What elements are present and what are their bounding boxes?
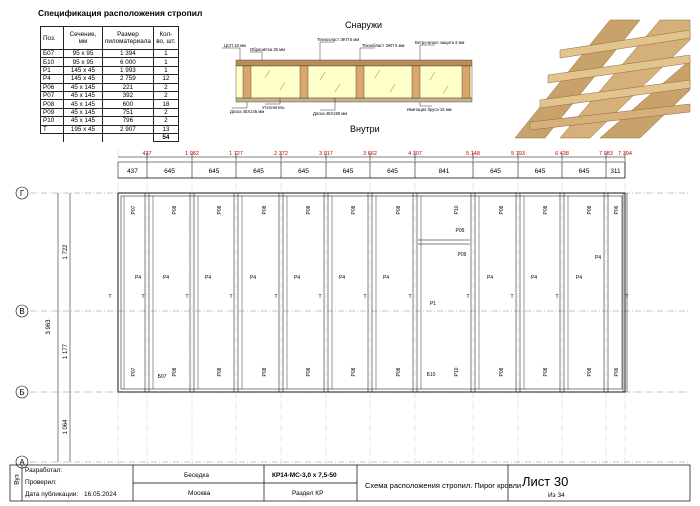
dim-cumulative: 3 017 — [319, 151, 333, 157]
pub-date-label: Дата публикации: — [25, 491, 79, 498]
layer-board145: Доска 45Х145 мм — [230, 109, 265, 114]
spec-pos: Р07 — [41, 91, 64, 99]
axis-label: Б — [19, 388, 25, 397]
dim-segment: 645 — [208, 168, 220, 175]
member-label: Р4 — [249, 275, 257, 281]
spec-section: 45 х 145 — [64, 117, 103, 125]
member-label: Р06 — [614, 205, 620, 215]
spec-pos: Т — [41, 125, 64, 133]
project-code: КР14-МС-3,0 х 7,5-50 — [272, 472, 337, 479]
member-label: Р08 — [499, 205, 505, 215]
layer-membrane2: Технобласт ЭКП 5 мм — [362, 43, 405, 48]
member-label: Т — [185, 294, 189, 300]
spec-size: 1 993 — [103, 66, 154, 74]
dim-segment: 645 — [534, 168, 546, 175]
rafter-plan — [16, 150, 690, 468]
member-label: Р4 — [338, 275, 346, 281]
dim-segment: 841 — [438, 168, 450, 175]
dim-cumulative: 1 082 — [185, 151, 199, 157]
vdim-value: 1 177 — [63, 343, 69, 360]
dim-cumulative: 7 394 — [618, 151, 632, 157]
spec-size: 600 — [103, 100, 154, 108]
member-label: Р08 — [306, 367, 312, 377]
dim-segment: 645 — [298, 168, 309, 175]
member-label: Т — [229, 294, 233, 300]
member-label: Б07 — [157, 374, 167, 380]
spec-total: 54 — [153, 133, 178, 141]
spec-qty: 13 — [153, 125, 178, 133]
member-label: Р08 — [217, 205, 223, 215]
member-label: Р4 — [204, 275, 212, 281]
dim-box-seg — [118, 162, 625, 178]
member-label: Р10 — [454, 367, 460, 377]
roof-section — [222, 37, 472, 116]
spec-qty: 2 — [153, 83, 178, 91]
member-label: Р4 — [530, 275, 538, 281]
layer-imitation: Имитация бруса 16 мм — [407, 107, 452, 112]
spec-size: 796 — [103, 117, 154, 125]
dim-cumulative: 4 307 — [408, 151, 422, 157]
spec-qty: 2 — [153, 91, 178, 99]
spec-section: 45 х 145 — [64, 100, 103, 108]
spec-size: 751 — [103, 108, 154, 116]
spec-size: 2 759 — [103, 75, 154, 83]
dim-segment: 645 — [253, 168, 264, 175]
sheet-total: Из 34 — [548, 492, 565, 499]
member-label: Т — [141, 294, 145, 300]
dim-cumulative: 6 438 — [555, 151, 569, 157]
spec-qty: 2 — [153, 117, 178, 125]
dim-segment: 437 — [127, 168, 138, 175]
spec-section: 45 х 145 — [64, 91, 103, 99]
member-label: Т — [274, 294, 278, 300]
member-label: Р08 — [351, 205, 357, 215]
inside-label: Внутри — [350, 124, 380, 134]
spec-pos: Р1 — [41, 66, 64, 74]
member-label: Т — [625, 294, 629, 300]
dim-cumulative: 1 727 — [229, 151, 243, 157]
member-label: Т — [318, 294, 322, 300]
pub-date: 16.05.2024 — [84, 491, 117, 498]
spec-pos: Р08 — [41, 100, 64, 108]
member-label: Р4 — [594, 255, 602, 261]
member-label: Р4 — [293, 275, 301, 281]
member-label: Р08 — [396, 205, 402, 215]
member-label: Т — [555, 294, 559, 300]
spec-size: 392 — [103, 91, 154, 99]
member-label: Р07 — [131, 205, 137, 215]
project-name: Беседка — [184, 472, 209, 479]
spec-size: 2 907 — [103, 125, 154, 133]
spec-size: 1 394 — [103, 50, 154, 58]
vdim-value: 1 064 — [63, 419, 69, 435]
dim-segment: 311 — [610, 168, 621, 175]
spec-size: 221 — [103, 83, 154, 91]
spec-qty: 2 — [153, 108, 178, 116]
spec-qty: 12 — [153, 75, 178, 83]
member-label: Р4 — [486, 275, 494, 281]
city: Москва — [188, 490, 211, 497]
spec-qty: 1 — [153, 58, 178, 66]
member-label: Р09 — [455, 228, 465, 234]
spec-header-section: Сечение, мм — [64, 27, 103, 50]
layer-insulation: Утеплитель — [262, 105, 285, 110]
member-label: Р08 — [543, 367, 549, 377]
dim-segment: 645 — [578, 168, 590, 175]
spec-title: Спецификация расположения стропил — [38, 8, 203, 18]
spec-header-pos: Поз. — [41, 27, 64, 50]
member-label: Т — [408, 294, 412, 300]
developed-label: Разработал: — [25, 467, 63, 474]
member-label: Р06 — [614, 367, 620, 377]
member-label: Р10 — [454, 205, 460, 215]
member-label: Р1 — [429, 301, 437, 307]
spec-pos: Б10 — [41, 58, 64, 66]
member-label: Т — [510, 294, 514, 300]
spec-pos: Р10 — [41, 117, 64, 125]
member-label: Р4 — [382, 275, 390, 281]
member-label: Р08 — [262, 205, 268, 215]
layer-board195: Доска 45Х195 мм — [313, 111, 348, 116]
member-label: Р4 — [162, 275, 170, 281]
layer-membrane1: Техноэласт ЭКП 5 мм — [317, 37, 360, 42]
member-label: Р4 — [134, 275, 142, 281]
dim-segment: 645 — [164, 168, 175, 175]
spec-pos: Б07 — [41, 50, 64, 58]
dim-segment: 645 — [387, 168, 398, 175]
dim-segment: 645 — [342, 168, 354, 175]
dim-cumulative: 2 372 — [274, 151, 288, 157]
spec-section: 145 х 45 — [64, 75, 103, 83]
member-label: Р08 — [543, 205, 549, 215]
dim-cumulative: 3 662 — [363, 151, 377, 157]
spec-section: 45 х 145 — [64, 108, 103, 116]
axis-label: А — [19, 458, 25, 467]
member-label: Р07 — [131, 367, 137, 377]
spec-pos: Р09 — [41, 108, 64, 116]
axis-label: Г — [19, 189, 25, 198]
spec-section: 95 х 95 — [64, 50, 103, 58]
outside-label: Снаружи — [345, 20, 383, 30]
spec-section: 145 х 45 — [64, 66, 103, 74]
dim-segment: 645 — [490, 168, 501, 175]
spec-header-qty: Кол-во, шт. — [153, 27, 178, 50]
member-label: Б10 — [426, 372, 436, 378]
member-label: Р08 — [499, 367, 505, 377]
checked-label: Проверил: — [25, 479, 57, 486]
layer-batten: Обрешётка 25 мм — [250, 47, 285, 52]
spec-qty: 1 — [153, 50, 178, 58]
sheet-number: Лист 30 — [522, 474, 569, 489]
member-label: Р08 — [351, 367, 357, 377]
spec-pos: Р06 — [41, 83, 64, 91]
spec-qty: 18 — [153, 100, 178, 108]
member-label: Р08 — [587, 205, 593, 215]
spec-section: 195 х 45 — [64, 125, 103, 133]
member-label: Р08 — [306, 205, 312, 215]
member-label: Р08 — [262, 367, 268, 377]
spec-pos: Р4 — [41, 75, 64, 83]
spec-header-size: Размер пиломатериала — [103, 27, 154, 50]
vdim-total: 3 963 — [46, 319, 52, 335]
member-label: Р4 — [575, 275, 583, 281]
member-label: Т — [466, 294, 470, 300]
spec-size: 6 000 — [103, 58, 154, 66]
spec-qty: 1 — [153, 66, 178, 74]
dim-cumulative: 7 083 — [599, 151, 613, 157]
dim-cumulative: 437 — [142, 151, 152, 157]
member-label: Р08 — [172, 367, 178, 377]
layer-wind: Ветро-влаго защита 2 мм — [415, 40, 465, 45]
side-code: Вуз — [13, 474, 21, 485]
spec-section: 45 х 145 — [64, 83, 103, 91]
layer-csp: ЦСП 10 мм — [224, 43, 246, 48]
dim-cumulative: 5 148 — [466, 151, 480, 157]
section-name: Раздел КР — [292, 490, 324, 497]
member-label: Т — [363, 294, 367, 300]
member-label: Р08 — [587, 367, 593, 377]
inner-frame — [121, 196, 622, 389]
member-label: Р08 — [396, 367, 402, 377]
member-label: Р08 — [217, 367, 223, 377]
drawing-title: Схема расположения стропил. Пирог кровли — [365, 481, 522, 490]
spec-section: 95 х 95 — [64, 58, 103, 66]
vdim-value: 1 722 — [63, 244, 69, 260]
axis-label: В — [19, 307, 25, 316]
dim-cumulative: 5 793 — [511, 151, 525, 157]
member-label: Р08 — [172, 205, 178, 215]
rafters-3d-image — [515, 20, 690, 138]
member-label: Р09 — [457, 252, 467, 258]
member-label: Т — [108, 294, 112, 300]
